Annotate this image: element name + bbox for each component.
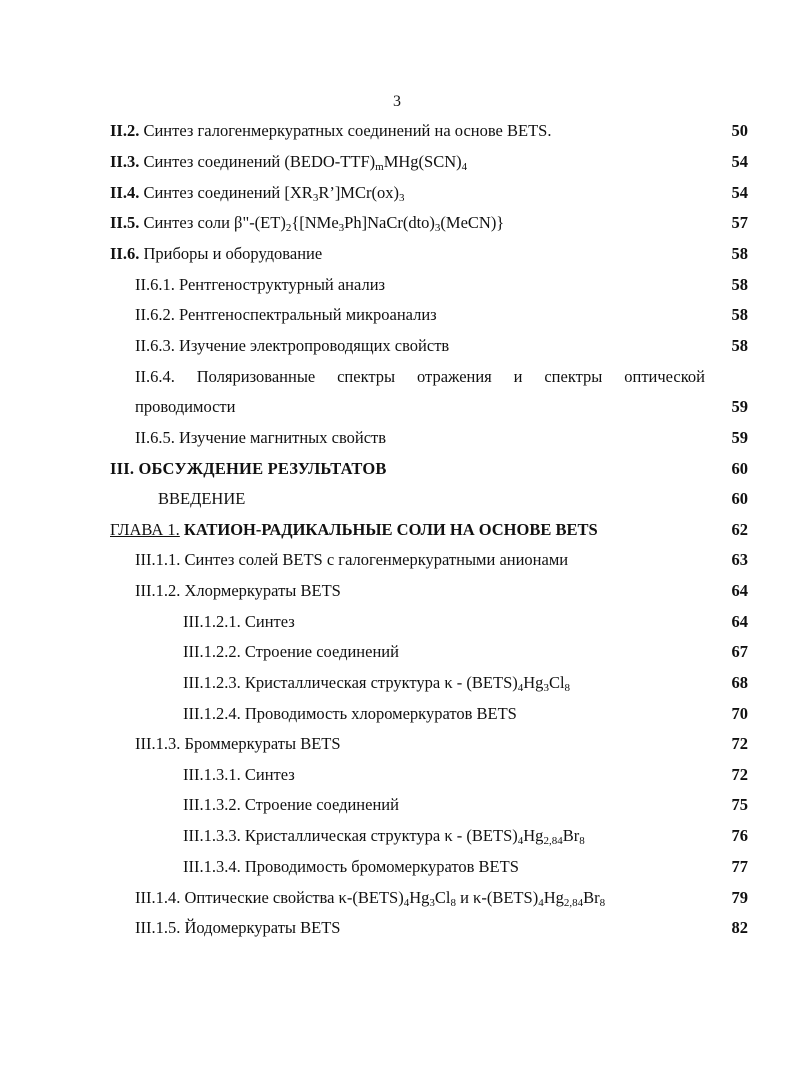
page-ref: 58 — [731, 336, 748, 355]
toc-entry[interactable]: II.6.3. Изучение электропроводящих свойств 58 — [0, 333, 794, 359]
toc-entry[interactable]: III.1.1. Синтез солей BETS с галогенмеркуратными анионами 63 — [0, 547, 794, 573]
page-ref: 62 — [731, 520, 748, 539]
page-ref: 77 — [731, 857, 748, 876]
toc-entry[interactable]: II.6.1. Рентгеноструктурный анализ 58 — [0, 272, 794, 298]
section-number: II.2. — [110, 121, 140, 140]
toc-entry[interactable]: III.1.2.4. Проводимость хлоромеркуратов BETS 70 — [0, 701, 794, 727]
toc-entry[interactable]: II.5. Синтез соли $\beta"-(ET)_2\{[NMe_3Ph]NaCr(dto)_3(MeCN)\}$ 57 — [0, 210, 794, 236]
toc-entry[interactable]: II.2. Синтез галогенмеркуратных соединений на основе BETS. 50 — [0, 118, 794, 144]
page-ref: 68 — [731, 673, 748, 692]
page-ref: 58 — [731, 275, 748, 294]
toc-entry[interactable]: II.3. Синтез соединений $(BEDO-TTF)_mMHg(SCN)_4$ 54 — [0, 149, 794, 175]
toc-entry[interactable]: II.4. Синтез соединений $[XR_3R’]MCr(ox)_3$ 54 — [0, 180, 794, 206]
page-ref: 50 — [731, 121, 748, 140]
page-ref: 82 — [731, 918, 748, 937]
page-ref: 59 — [731, 428, 748, 447]
page-ref: 63 — [731, 550, 748, 569]
page-ref: 60 — [731, 489, 748, 508]
page-ref: 58 — [731, 305, 748, 324]
page-ref: 54 — [731, 152, 748, 171]
page-ref: 60 — [731, 459, 748, 478]
toc-entry[interactable]: III.1.2.3. Кристаллическая структура κ - $(BETS)_4Hg_3Cl_8$ 68 — [0, 670, 794, 696]
toc-entry[interactable]: II.6.5. Изучение магнитных свойств 59 — [0, 425, 794, 451]
page-ref: 64 — [731, 612, 748, 631]
toc-entry[interactable]: III.1.2. Хлормеркураты BETS 64 — [0, 578, 794, 604]
page-ref: 54 — [731, 183, 748, 202]
toc-entry[interactable]: III.1.5. Йодомеркураты BETS 82 — [0, 915, 794, 941]
page-ref: 75 — [731, 795, 748, 814]
page-ref: 57 — [731, 213, 748, 232]
toc-entry[interactable]: III.1.2.2. Строение соединений 67 — [0, 639, 794, 665]
toc-entry[interactable]: II.6.2. Рентгеноспектральный микроанализ 58 — [0, 302, 794, 328]
toc-entry[interactable]: III.1.3.2. Строение соединений 75 — [0, 792, 794, 818]
toc-entry[interactable]: III.1.4. Оптические свойства $\kappa-(BETS)_4Hg_3Cl_8$ и $\kappa-(BETS)_4Hg_{2,84}Br_8$ 79 — [0, 885, 794, 911]
page-ref: 59 — [731, 397, 748, 416]
toc-entry[interactable]: ГЛАВА 1. КАТИОН-РАДИКАЛЬНЫЕ СОЛИ НА ОСНОВЕ BETS 62 — [0, 517, 794, 543]
section-number: II.5. — [110, 213, 140, 232]
chapter-label: ГЛАВА 1. — [110, 520, 180, 539]
page-ref: 64 — [731, 581, 748, 600]
toc-entry[interactable]: III.1.3.3. Кристаллическая структура κ - $(BETS)_4Hg_{2,84}Br_8$ 76 — [0, 823, 794, 849]
toc-entry[interactable]: проводимости 59 — [0, 394, 794, 420]
toc-entry[interactable]: III. ОБСУЖДЕНИЕ РЕЗУЛЬТАТОВ 60 — [0, 456, 794, 482]
page-ref: 67 — [731, 642, 748, 661]
toc-entry[interactable]: II.6.4. Поляризованные спектры отражения и спектры оптической — [135, 367, 705, 386]
page-ref: 79 — [731, 888, 748, 907]
toc-entry[interactable]: II.6. Приборы и оборудование 58 — [0, 241, 794, 267]
section-number: II.3. — [110, 152, 140, 171]
page-number: 3 — [393, 93, 401, 110]
page-ref: 76 — [731, 826, 748, 845]
page-ref: 58 — [731, 244, 748, 263]
page-ref: 72 — [731, 734, 748, 753]
toc-entry[interactable]: III.1.3.1. Синтез 72 — [0, 762, 794, 788]
section-number: II.6. — [110, 244, 140, 263]
toc-entry[interactable]: III.1.3.4. Проводимость бромомеркуратов BETS 77 — [0, 854, 794, 880]
toc-entry[interactable]: III.1.3. Броммеркураты BETS 72 — [0, 731, 794, 757]
page-ref: 70 — [731, 704, 748, 723]
toc-entry[interactable]: III.1.2.1. Синтез 64 — [0, 609, 794, 635]
section-number: II.4. — [110, 183, 140, 202]
toc-entry[interactable]: ВВЕДЕНИЕ 60 — [0, 486, 794, 512]
page-ref: 72 — [731, 765, 748, 784]
